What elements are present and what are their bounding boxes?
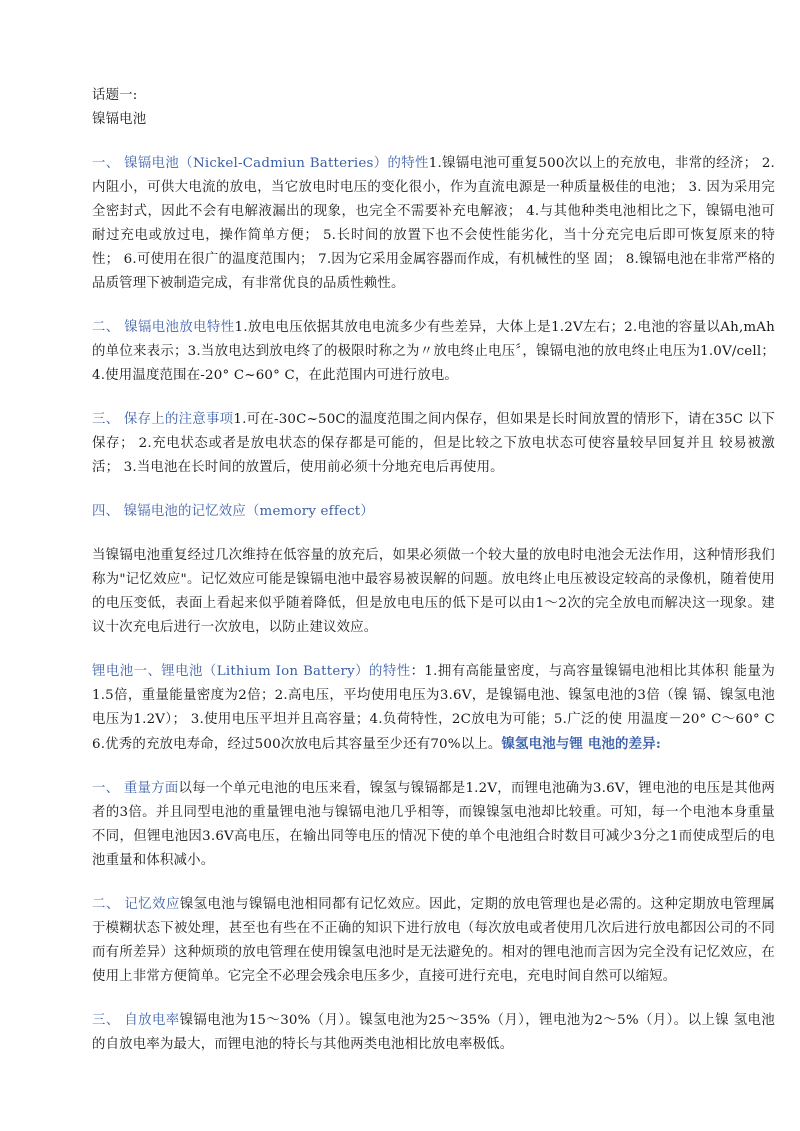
section-heading: 二、 记忆效应: [92, 897, 180, 912]
section-nicd-discharge: [92, 316, 775, 388]
section-heading: 一、 镍镉电池（Nickel-Cadmiun Batteries）的特性: [92, 156, 429, 171]
differences-heading: 镍氢电池与锂 电池的差异:: [501, 736, 661, 752]
section-heading: 四、 镍镉电池的记忆效应（memory effect）: [92, 504, 374, 519]
section-heading: 二、 镍镉电池放电特性: [92, 320, 235, 335]
section-body: ：1.拥有高能量密度，与高容量镍镉电池相比其体积 能量为1.5倍，重量能量密度为2倍；2.高电压，平均使用电压为3.6V，是镍镉电池、镍氢电池的3倍（镍 镉、镍氢电池电压为1.2V）； 3.使用电压平坦并且高容量；4.负荷特性，2C放电为可能；5.广泛的使 用温度－20° C～60° C 6.优秀的充放电寿命，经过500次放电后其容量至少还有70%以上。: [92, 664, 775, 752]
section-heading: 锂电池一、锂电池（Lithium Ion Battery）的特性: [92, 664, 411, 679]
section-body: 镍镉电池为15～30%（月）。镍氢电池为25～35%（月），锂电池为2～5%（月）。以上镍 氢电池的自放电率为最大，而锂电池的特长与其他两类电池相比放电率极低。: [92, 1013, 775, 1052]
section-storage-notes: [92, 408, 775, 480]
section-nicd-characteristics: [92, 152, 775, 296]
section-body: 1.放电电压依据其放电电流多少有些差异，大体上是1.2V左右；2.电池的容量以Ah,mAh的单位来表示；3.当放电达到放电终了的极限时称之为〃放电终止电压〞，镍镉电池的放电终止电压为1.0V/cell； 4.使用温度范围在-20° C~60° C，在此范围内可进行放电。: [92, 320, 775, 383]
section-self-discharge: [92, 1009, 775, 1057]
document-page: [92, 84, 775, 1077]
section-memory-effect: [92, 893, 775, 989]
section-memory-heading: [92, 500, 775, 524]
section-body: 1.镍镉电池可重复500次以上的充放电，非常的经济； 2. 内阻小，可供大电流的放电，当它放电时电压的变化很小，作为直流电源是一种质量极佳的电池； 3. 因为采用完全密封式，因此不会有电解液漏出的现象，也完全不需要补充电解液； 4.与其他种类电池相比之下，镍镉电池可耐过充电或放过电，操作简单方便； 5.长时间的放置下也不会使性能劣化，当十分充完电后即可恢复原来的特性； 6.可使用在很广的温度范围内； 7.因为它采用金属容器而作成，有机械性的坚 固； 8.镍镉电池在非常严格的品质管理下被制造完成，有非常优良的品质性赖性。: [92, 156, 776, 291]
section-lithium-characteristics: [92, 660, 775, 757]
topic-title: 镍镉电池: [92, 112, 147, 127]
section-body: 以每一个单元电池的电压来看，镍氢与镍镉都是1.2V，而锂电池确为3.6V，锂电池的电压是其他两者的3倍。并且同型电池的重量锂电池与镍镉电池几乎相等，而镍镍氢电池却比较重。可知，每一个电池本身重量不同，但锂电池因3.6V高电压，在输出同等电压的情况下使的单个电池组合时数目可减少3分之1而使成型后的电池重量和体积减小。: [92, 781, 775, 868]
section-heading: 三、 自放电率: [92, 1013, 180, 1028]
section-weight: [92, 777, 775, 873]
section-memory-body: 当镍镉电池重复经过几次维持在低容量的放充后，如果必须做一个较大量的放电时电池会无法作用，这种情形我们称为"记忆效应"。记忆效应可能是镍镉电池中最容易被误解的问题。放电终止电压被设定较高的录像机，随着使用的电压变低，表面上看起来似乎随着降低，但是放电电压的低下是可以由1～2次的完全放电而解决这一现象。建议十次充电后进行一次放电，以防止建议效应。: [92, 548, 775, 635]
section-body: 镍氢电池与镍镉电池相同都有记忆效应。因此，定期的放电管理也是必需的。这种定期放电管理属于模糊状态下被处理，甚至也有些在不正确的知识下进行放电（每次放电或者使用几次后进行放电都因公司的不同而有所差异）这种烦琐的放电管理在使用镍氢电池时是无法避免的。相对的锂电池而言因为完全没有记忆效应，在使用上非常方便简单。它完全不必理会残余电压多少，直接可进行充电，充电时间自然可以缩短。: [92, 897, 776, 984]
topic-label: 话题一:: [92, 88, 138, 103]
section-heading: 三、 保存上的注意事项: [92, 412, 234, 427]
section-body: 1.可在-30C~50C的温度范围之间内保存，但如果是长时间放置的情形下，请在35C 以下保存； 2.充电状态或者是放电状态的保存都是可能的，但是比较之下放电状态可使容量较早回复并且 较易被激活； 3.当电池在长时间的放置后，使用前必须十分地充电后再使用。: [92, 412, 775, 475]
section-heading: 一、 重量方面: [92, 781, 179, 796]
